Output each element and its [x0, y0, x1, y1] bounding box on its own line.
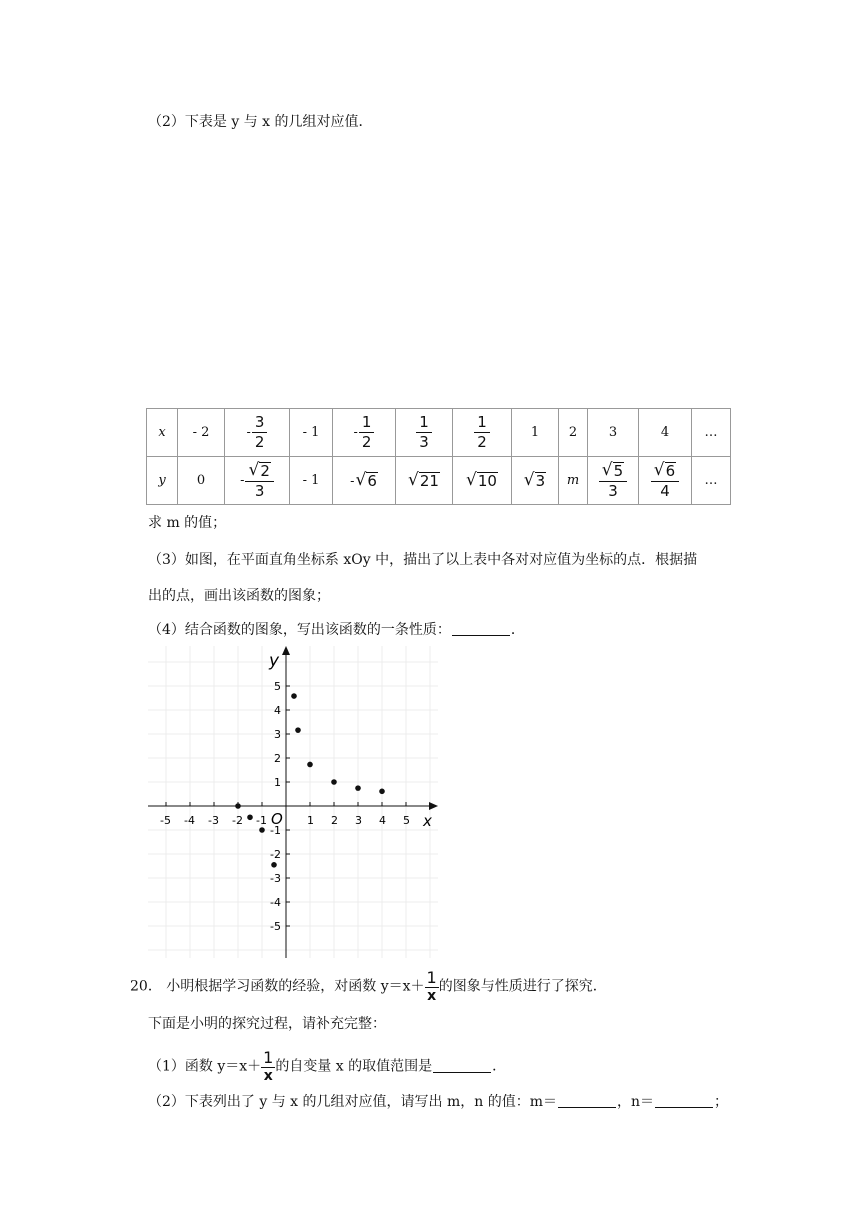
- table-cell: …: [692, 457, 731, 505]
- x-axis-label: x: [423, 812, 432, 830]
- part3-line2: 出的点，画出该函数的图象；: [148, 588, 330, 604]
- table-cell: 2: [559, 409, 588, 457]
- table-cell: - 1: [290, 409, 333, 457]
- data-point: [247, 814, 253, 820]
- y-tick-label: 5: [274, 680, 281, 693]
- y-tick-label: -3: [270, 872, 281, 885]
- q20-intro: [130, 970, 607, 1003]
- x-tick-label: -1: [256, 814, 267, 827]
- fraction-one-over-x: $\frac{1}{x}$: [426, 968, 437, 1004]
- y-tick-label: 3: [274, 728, 281, 741]
- find-m-text: 求 m 的值；: [148, 515, 227, 531]
- table-cell: 3: [588, 409, 639, 457]
- table-cell: 0: [178, 457, 225, 505]
- table-cell: - 1: [290, 457, 333, 505]
- x-tick-label: 5: [403, 814, 410, 827]
- data-point: [355, 785, 361, 791]
- table-row-y: [147, 457, 731, 505]
- part4-end: ．: [510, 622, 525, 638]
- data-point: [307, 762, 313, 768]
- x-tick-label: -5: [160, 814, 171, 827]
- q20-part2: [148, 1092, 728, 1112]
- table-header-y: y: [147, 457, 178, 505]
- graph-grid: [148, 646, 438, 958]
- y-tick-label: 4: [274, 704, 281, 717]
- origin-label: O: [271, 810, 283, 828]
- x-tick-label: -2: [232, 814, 243, 827]
- table-cell: - 2: [178, 409, 225, 457]
- part2-intro: （2）下表是 y 与 x 的几组对应值．: [148, 114, 373, 130]
- table-cell: - √ 2 3: [225, 457, 290, 505]
- data-point: [235, 803, 241, 809]
- table-cell: √ 6 4: [639, 457, 692, 505]
- table-header-x: x: [147, 409, 178, 457]
- q20-process: 下面是小明的探究过程，请补充完整：: [148, 1016, 386, 1032]
- data-point: [271, 862, 277, 868]
- q20-intro-b: 的图象与性质进行了探究．: [438, 978, 607, 995]
- table-cell: √ 21: [396, 457, 453, 505]
- q20-part1: [148, 1050, 506, 1083]
- q20-p2-b: ，n＝: [616, 1094, 655, 1110]
- x-tick-label: 2: [331, 814, 338, 827]
- table-cell: √ 3: [512, 457, 559, 505]
- q20-p2-a: （2）下表列出了 y 与 x 的几组对应值，请写出 m，n 的值：m＝: [148, 1094, 557, 1110]
- x-tick-label: 3: [355, 814, 362, 827]
- q20-p1-a: （1）函数 y＝x＋: [148, 1058, 262, 1075]
- table-cell: $\frac{1}{3}$: [396, 409, 453, 457]
- y-tick-label: -2: [270, 848, 281, 861]
- question-number: 20．: [130, 978, 162, 995]
- answer-blank: [452, 621, 510, 636]
- y-tick-label: 1: [274, 776, 281, 789]
- table-cell: √ 10: [453, 457, 512, 505]
- x-tick-label: 1: [307, 814, 314, 827]
- fraction-one-over-x: $\frac{1}{x}$: [263, 1048, 274, 1084]
- part4-label: （4）结合函数的图象，写出该函数的一条性质：: [148, 622, 451, 638]
- data-point: [295, 727, 301, 733]
- table-cell: √ 5 3: [588, 457, 639, 505]
- table-cell: …: [692, 409, 731, 457]
- coordinate-graph: [148, 642, 444, 960]
- table-cell: - $\frac{1}{2}$: [333, 409, 396, 457]
- y-axis-label: y: [269, 651, 280, 671]
- table-cell: 1: [512, 409, 559, 457]
- answer-blank-m: [558, 1093, 616, 1108]
- data-point: [379, 789, 385, 795]
- table-cell: - √ 6: [333, 457, 396, 505]
- x-tick-label: -4: [184, 814, 195, 827]
- part4-text: [148, 620, 525, 640]
- y-axis-arrow: [282, 646, 290, 655]
- x-tick-label: 4: [379, 814, 386, 827]
- answer-blank-n: [655, 1093, 713, 1108]
- y-tick-label: 2: [274, 752, 281, 765]
- q20-p2-end: ；: [714, 1094, 729, 1110]
- data-point: [291, 693, 297, 699]
- y-tick-label: -4: [270, 896, 281, 909]
- table-cell: 4: [639, 409, 692, 457]
- y-tick-label: -5: [270, 920, 281, 933]
- data-point: [259, 827, 265, 833]
- q20-p1-end: ．: [492, 1058, 507, 1075]
- table-cell: - $\frac{3}{2}$: [225, 409, 290, 457]
- table-row-x: [147, 409, 731, 457]
- x-tick-label: -3: [208, 814, 219, 827]
- table-cell: m: [559, 457, 588, 505]
- x-axis-arrow: [429, 802, 438, 810]
- data-point: [331, 779, 337, 785]
- q20-p1-b: 的自变量 x 的取值范围是: [275, 1058, 433, 1075]
- part3-line1: （3）如图，在平面直角坐标系 xOy 中，描出了以上表中各对对应值为坐标的点．根据描: [148, 552, 698, 568]
- q20-intro-a: 小明根据学习函数的经验，对函数 y＝x＋: [166, 978, 425, 995]
- value-table: [146, 408, 731, 505]
- answer-blank: [433, 1058, 491, 1073]
- y-tick-label: -1: [270, 824, 281, 837]
- table-cell: $\frac{1}{2}$: [453, 409, 512, 457]
